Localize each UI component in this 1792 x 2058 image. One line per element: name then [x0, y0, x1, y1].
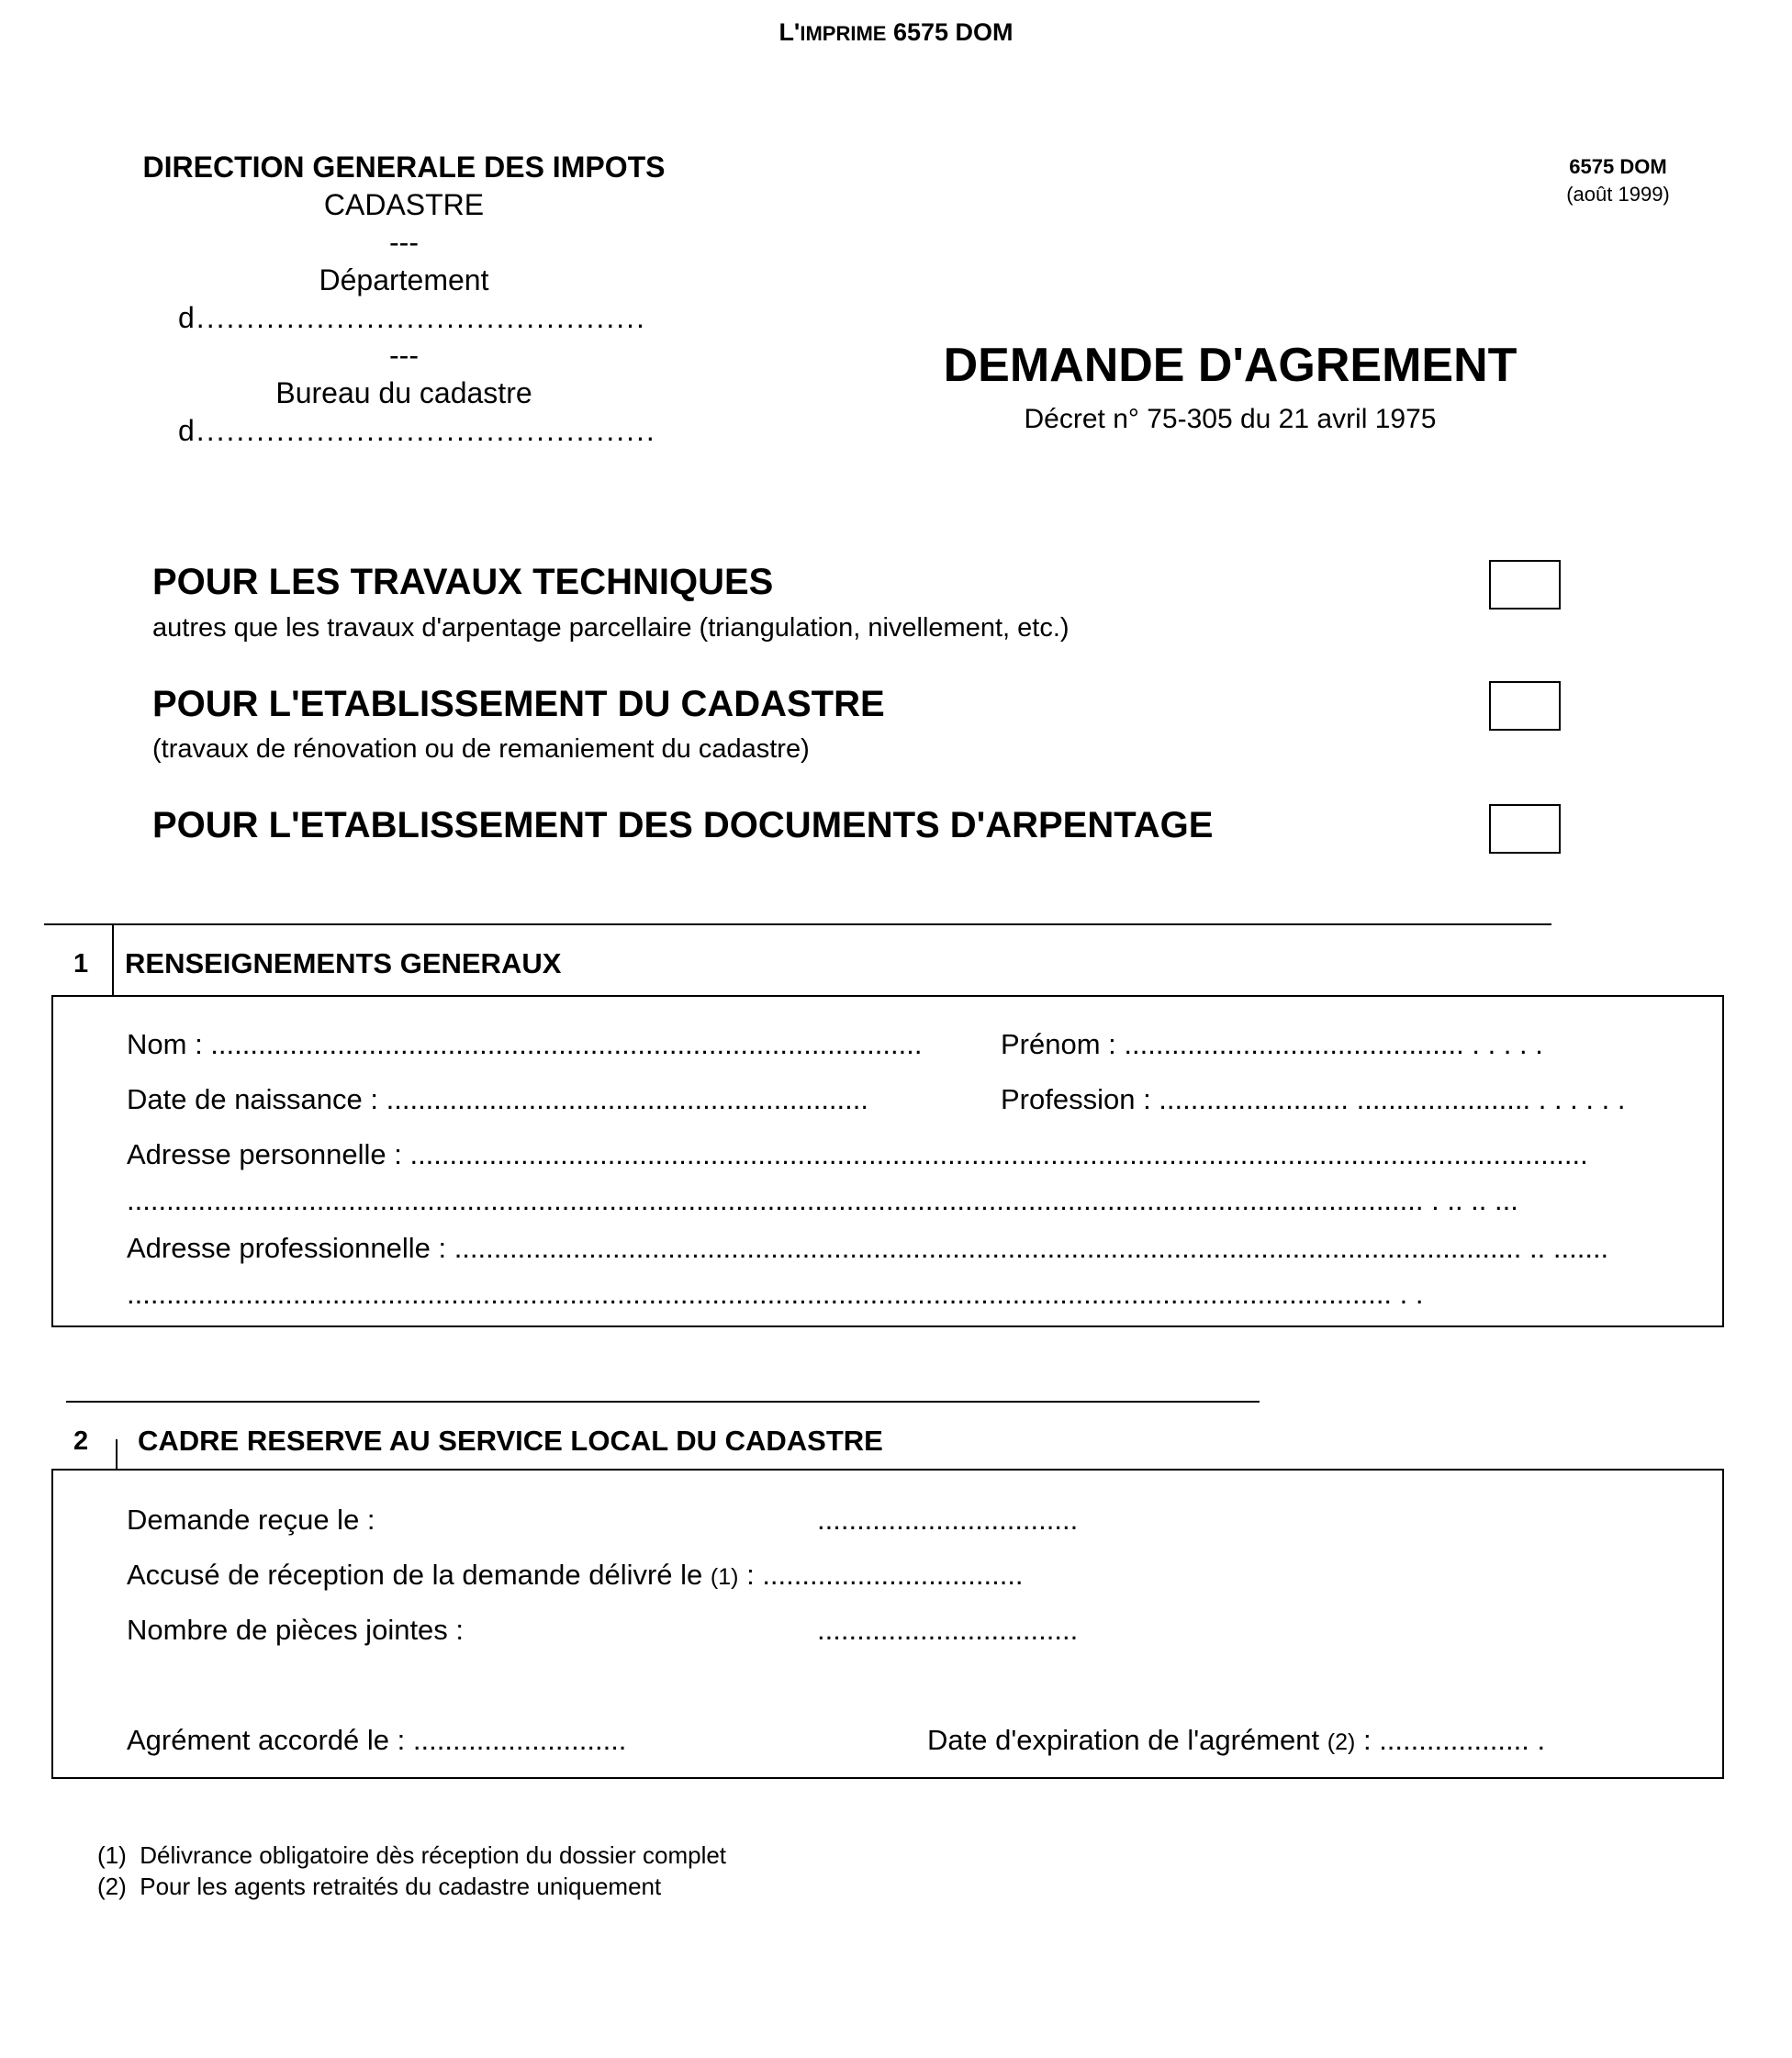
option-arpentage-title: POUR L'ETABLISSEMENT DES DOCUMENTS D'ARPENTAGE	[152, 805, 1214, 845]
profession-field[interactable]: Profession : ........................ ...................... . . . . . .	[1001, 1083, 1626, 1115]
section-2-number: 2	[73, 1426, 89, 1456]
option-travaux-techniques-checkbox[interactable]	[1489, 560, 1561, 610]
decree-reference: Décret n° 75-305 du 21 avril 1975	[1024, 404, 1437, 434]
accuse-reception-field[interactable]: Accusé de réception de la demande délivré le (1) : .................................	[127, 1559, 1024, 1591]
main-title: DEMANDE D'AGREMENT	[943, 339, 1518, 392]
adresse-personnelle-field[interactable]: Adresse personnelle : .....................................................................................................................................................	[127, 1138, 1588, 1170]
bureau-field[interactable]: d..............................................	[178, 414, 656, 447]
departement-field[interactable]: d.............................................	[178, 301, 646, 334]
adresse-personnelle-continuation[interactable]: .................................................................................................................................................................... . .. .. ...	[127, 1184, 1518, 1216]
section-2-top-rule	[66, 1401, 1260, 1403]
administration-block	[92, 149, 716, 450]
section-1-number: 1	[73, 949, 89, 979]
option-travaux-techniques-title: POUR LES TRAVAUX TECHNIQUES	[152, 562, 774, 602]
departement-label: Département	[319, 263, 489, 296]
footnote-2: (2) Pour les agents retraités du cadastre uniquement	[97, 1873, 662, 1900]
demande-recue-label: Demande reçue le :	[127, 1504, 375, 1536]
option-travaux-techniques-subtitle: autres que les travaux d'arpentage parcellaire (triangulation, nivellement, etc.)	[152, 613, 1070, 643]
option-cadastre-title: POUR L'ETABLISSEMENT DU CADASTRE	[152, 684, 885, 724]
direction-name: DIRECTION GENERALE DES IMPOTS	[142, 151, 666, 184]
section-2-title: CADRE RESERVE AU SERVICE LOCAL DU CADASTRE	[138, 1425, 883, 1457]
separator: ---	[389, 339, 419, 372]
option-arpentage-checkbox[interactable]	[1489, 804, 1561, 854]
nom-field[interactable]: Nom : ..........................................................................................	[127, 1028, 923, 1060]
section-1-top-rule	[44, 923, 1551, 925]
footnote-1: (1) Délivrance obligatoire dès réception du dossier complet	[97, 1841, 727, 1869]
separator: ---	[389, 226, 419, 259]
nombre-pieces-label: Nombre de pièces jointes :	[127, 1614, 465, 1646]
section-1-number-divider	[112, 923, 114, 997]
date-naissance-field[interactable]: Date de naissance : .............................................................	[127, 1083, 868, 1115]
section-2-box	[51, 1469, 1724, 1779]
section-2-number-divider	[116, 1439, 118, 1471]
option-cadastre-subtitle: (travaux de rénovation ou de remaniement du cadastre)	[152, 734, 810, 764]
bureau-label: Bureau du cadastre	[275, 376, 532, 409]
demande-recue-field[interactable]: .................................	[817, 1504, 1079, 1536]
section-1-title: RENSEIGNEMENTS GENERAUX	[125, 947, 562, 979]
adresse-professionnelle-field[interactable]: Adresse professionnelle : ....................................................................................................................................... .. .......	[127, 1232, 1609, 1264]
section-1-box	[51, 995, 1724, 1327]
cadastre-label: CADASTRE	[323, 188, 485, 221]
option-cadastre-checkbox[interactable]	[1489, 681, 1561, 731]
agrement-accorde-field[interactable]: Agrément accordé le : ...........................	[127, 1724, 627, 1756]
date-expiration-field[interactable]: Date d'expiration de l'agrément (2) : ................... .	[927, 1724, 1546, 1756]
document-header-title: L'IMPRIME 6575 DOM	[778, 18, 1014, 46]
form-code: 6575 DOM	[1569, 155, 1667, 178]
form-reference	[1506, 153, 1730, 208]
adresse-professionnelle-continuation[interactable]: ................................................................................................................................................................ . .	[127, 1278, 1424, 1310]
nombre-pieces-field[interactable]: .................................	[817, 1614, 1079, 1646]
prenom-field[interactable]: Prénom : ........................................... . . . . .	[1001, 1028, 1543, 1060]
form-date: (août 1999)	[1566, 183, 1670, 206]
